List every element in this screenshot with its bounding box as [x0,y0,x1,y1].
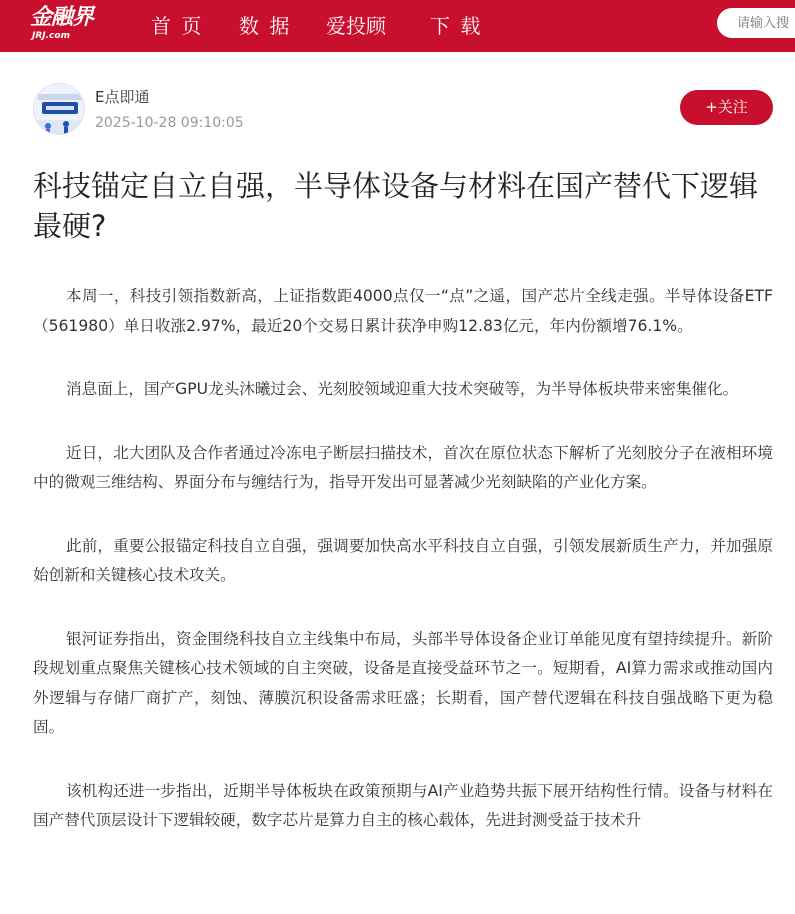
article-paragraph: 本周一，科技引领指数新高，上证指数距4000点仅一“点”之遥，国产芯片全线走强。半导体设备ETF（561980）单日收涨2.97%，最近20个交易日累计获净申购12.83亿元，年内份额增76.1%。 [33,287,773,335]
post-timestamp: 2025-10-28 09:10:05 [95,115,244,131]
logo-subtext: JRJ.com [32,31,70,41]
nav-data[interactable]: 数 据 [239,14,292,38]
article-paragraph: 消息面上，国产GPU龙头沐曦过会、光刻胶领域迎重大技术突破等，为半导体板块带来密集催化。 [66,380,739,398]
search-input[interactable] [717,8,795,38]
author-name[interactable]: E点即通 [95,88,150,106]
article-paragraph: 此前，重要公报锚定科技自立自强，强调要加快高水平科技自立自强，引领发展新质生产力，并加强原始创新和关键核心技术攻关。 [33,536,773,584]
article-paragraph: 该机构还进一步指出，近期半导体板块在政策预期与AI产业趋势共振下展开结构性行情。设备与材料在国产替代顶层设计下逻辑较硬，数字芯片是算力自主的核心载体，先进封测受益于技术升 [33,781,773,829]
nav-advisor[interactable]: 爱投顾 [326,14,386,38]
author-avatar[interactable] [33,83,85,135]
logo-text: 金融界 [30,5,94,30]
nav-home[interactable]: 首 页 [151,14,204,38]
article-title: 科技锚定自立自强，半导体设备与材料在国产替代下逻辑最硬? [33,169,759,243]
article-paragraph: 银河证券指出，资金围绕科技自立主线集中布局，头部半导体设备企业订单能见度有望持续提升。新阶段规划重点聚焦关键核心技术领域的自主突破，设备是直接受益环节之一。短期看，AI算力需求或推动国内外逻辑与存储厂商扩产，刻蚀、薄膜沉积设备需求旺盛；长期看，国产替代逻辑在科技自强战略下更为稳固。 [33,629,773,736]
top-nav-bar [0,0,795,52]
article-paragraph: 近日，北大团队及合作者通过冷冻电子断层扫描技术，首次在原位状态下解析了光刻胶分子在液相环境中的微观三维结构、界面分布与缠结行为，指导开发出可显著减少光刻缺陷的产业化方案。 [33,443,773,491]
site-logo[interactable] [30,5,114,47]
article-body [33,282,773,870]
follow-button[interactable]: +关注 [680,90,773,125]
avatar-image [34,84,85,135]
nav-download[interactable]: 下 载 [430,14,483,38]
